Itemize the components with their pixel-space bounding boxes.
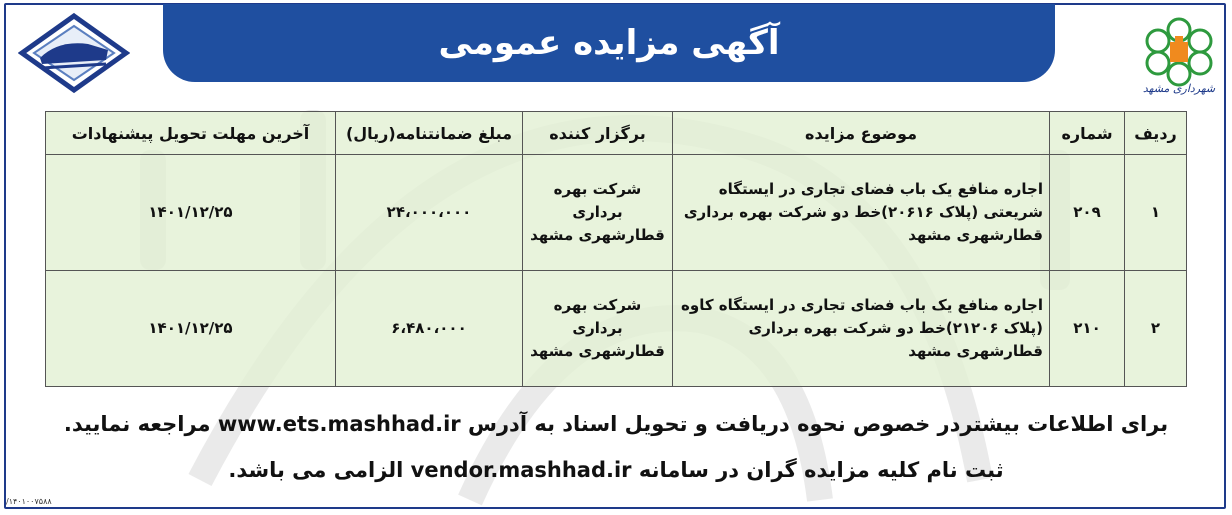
title-banner — [163, 4, 1055, 82]
number-cell: ۲۰۹ — [1050, 155, 1125, 271]
row-index-cell: ۲ — [1125, 271, 1187, 387]
header-organizer: برگزار کننده — [523, 112, 673, 155]
header-guarantee: مبلغ ضمانتنامه(ریال) — [336, 112, 523, 155]
page-title: آگهی مزایده عمومی — [438, 23, 780, 63]
organizer-cell: شرکت بهره برداری قطارشهری مشهد — [523, 271, 673, 387]
auction-table — [45, 111, 1187, 387]
row-index-cell: ۱ — [1125, 155, 1187, 271]
table-row — [46, 271, 1187, 387]
metro-train-logo-icon — [18, 12, 130, 94]
guarantee-cell: ۲۴،۰۰۰،۰۰۰ — [336, 155, 523, 271]
header-deadline: آخرین مهلت تحویل پیشنهادات — [46, 112, 336, 155]
organizer-cell: شرکت بهره برداری قطارشهری مشهد — [523, 155, 673, 271]
registration-notice: ثبت نام کلیه مزایده گران در سامانه vendor.mashhad.ir الزامی می باشد. — [228, 458, 1004, 482]
header-row-index: ردیف — [1125, 112, 1187, 155]
guarantee-cell: ۶،۴۸۰،۰۰۰ — [336, 271, 523, 387]
deadline-cell: ۱۴۰۱/۱۲/۲۵ — [46, 155, 336, 271]
table-header-row — [46, 112, 1187, 155]
subject-cell: اجاره منافع یک باب فضای تجاری در ایستگاه کاوه (پلاک ۲۱۲۰۶)خط دو شرکت بهره برداری قطارشهری مشهد — [673, 271, 1050, 387]
table-row — [46, 155, 1187, 271]
number-cell: ۲۱۰ — [1050, 271, 1125, 387]
subject-cell: اجاره منافع یک باب فضای تجاری در ایستگاه شریعتی (پلاک ۲۰۶۱۶)خط دو شرکت بهره برداری قطارشهری مشهد — [673, 155, 1050, 271]
deadline-cell: ۱۴۰۱/۱۲/۲۵ — [46, 271, 336, 387]
info-notice: برای اطلاعات بیشتردر خصوص نحوه دریافت و تحویل اسناد به آدرس www.ets.mashhad.ir مراجعه نمایید. — [63, 412, 1169, 436]
header-number: شماره — [1050, 112, 1125, 155]
seal-caption: شهرداری مشهد — [1142, 82, 1216, 95]
header-subject: موضوع مزایده — [673, 112, 1050, 155]
reference-number: /۱۴۰۱۰۰۷۵۸۸ — [6, 497, 52, 506]
